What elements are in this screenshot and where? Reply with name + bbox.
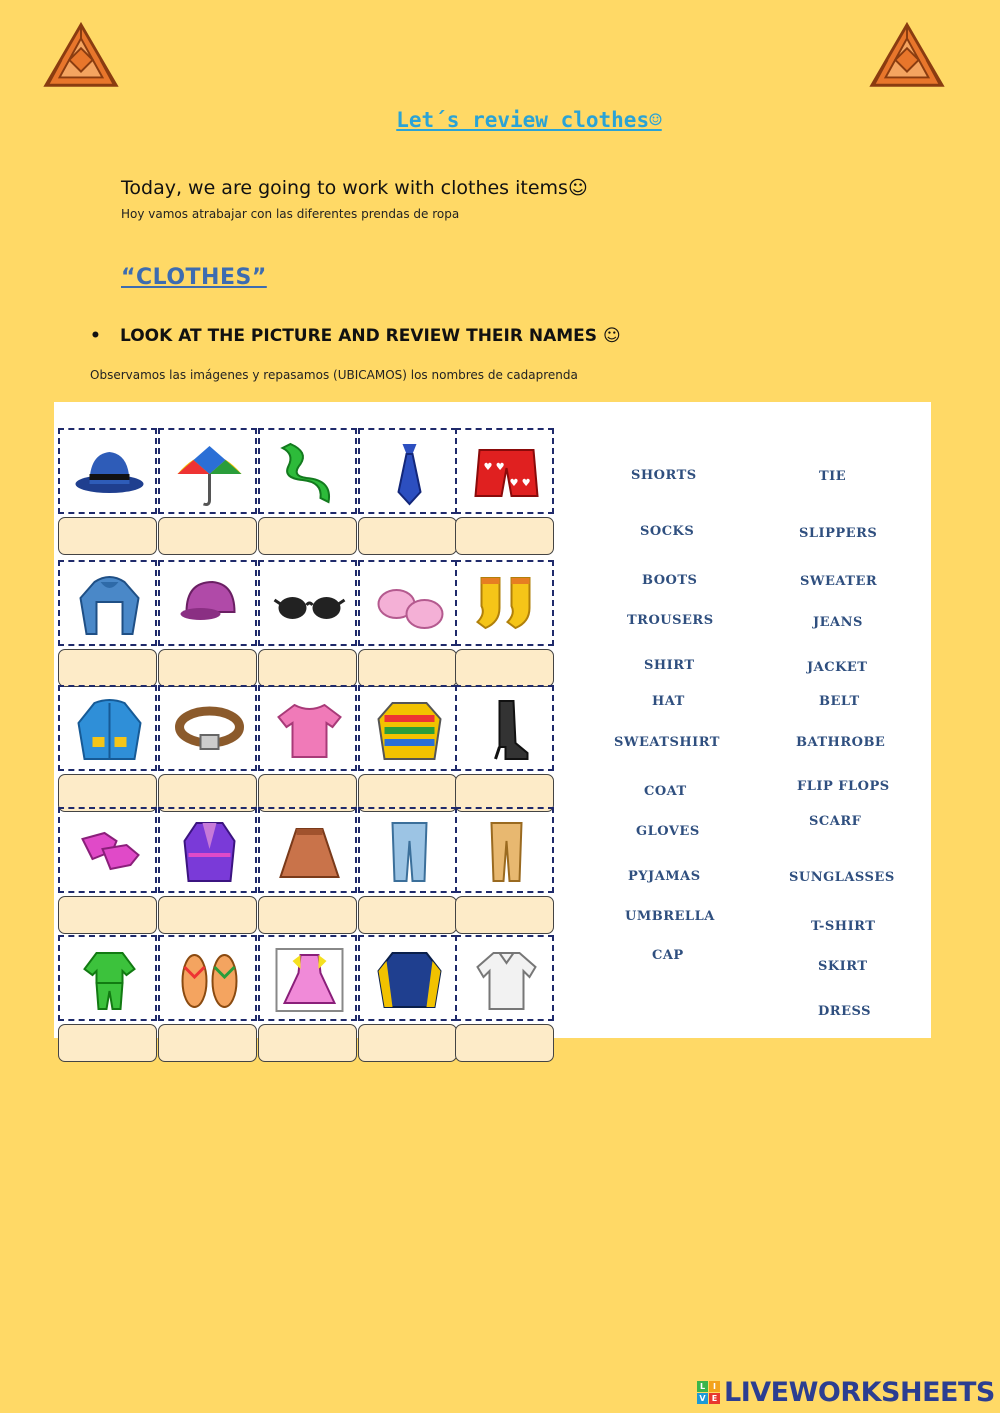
answer-box[interactable] bbox=[158, 649, 257, 687]
svg-text:♥ ♥: ♥ ♥ bbox=[509, 478, 531, 489]
bathrobe-icon bbox=[172, 819, 247, 885]
intro-translation: Hoy vamos atrabajar con las diferentes prendas de ropa bbox=[121, 207, 460, 221]
answer-box[interactable] bbox=[258, 517, 357, 555]
picture-cell bbox=[158, 807, 257, 893]
boots-icon bbox=[469, 697, 544, 763]
skirt-icon bbox=[272, 819, 347, 885]
svg-text:♥ ♥: ♥ ♥ bbox=[483, 462, 505, 473]
picture-cell bbox=[358, 807, 457, 893]
cap-icon bbox=[172, 572, 247, 638]
word-bank-item: CAP bbox=[652, 948, 684, 963]
trousers-icon bbox=[469, 819, 544, 885]
picture-cell bbox=[358, 560, 457, 646]
picture-cell bbox=[358, 935, 457, 1021]
word-bank-item: BELT bbox=[819, 694, 860, 709]
picture-cell bbox=[455, 807, 554, 893]
picture-cell bbox=[455, 560, 554, 646]
picture-cell bbox=[58, 685, 157, 771]
coat-icon bbox=[72, 697, 147, 763]
answer-box[interactable] bbox=[358, 649, 457, 687]
answer-box[interactable] bbox=[58, 1024, 157, 1062]
word-bank-item: SHORTS bbox=[631, 468, 697, 483]
answer-box[interactable] bbox=[258, 896, 357, 934]
umbrella-icon bbox=[172, 440, 247, 506]
answer-box[interactable] bbox=[58, 896, 157, 934]
picture-cell bbox=[158, 685, 257, 771]
picture-cell bbox=[258, 428, 357, 514]
word-bank-item: FLIP FLOPS bbox=[797, 779, 890, 794]
answer-box[interactable] bbox=[258, 649, 357, 687]
picture-cell bbox=[58, 935, 157, 1021]
answer-box[interactable] bbox=[58, 517, 157, 555]
picture-cell bbox=[158, 428, 257, 514]
picture-cell bbox=[258, 935, 357, 1021]
page-title: Let´s review clothes☺ bbox=[396, 108, 662, 132]
word-bank-item: SCARF bbox=[809, 814, 862, 829]
picture-cell bbox=[455, 685, 554, 771]
word-bank-item: SKIRT bbox=[818, 959, 868, 974]
word-bank-item: T-SHIRT bbox=[811, 919, 876, 934]
instruction-text: LOOK AT THE PICTURE AND REVIEW THEIR NAMES ☺ bbox=[120, 326, 621, 346]
answer-box[interactable] bbox=[358, 517, 457, 555]
word-bank-item: BATHROBE bbox=[796, 735, 886, 750]
dress-icon bbox=[272, 947, 347, 1013]
picture-cell bbox=[455, 935, 554, 1021]
picture-cell bbox=[158, 560, 257, 646]
school-logo-icon bbox=[868, 20, 946, 92]
picture-cell bbox=[158, 935, 257, 1021]
answer-box[interactable] bbox=[455, 649, 554, 687]
answer-box[interactable] bbox=[455, 517, 554, 555]
answer-box[interactable] bbox=[258, 1024, 357, 1062]
socks-icon bbox=[469, 572, 544, 638]
answer-box[interactable] bbox=[358, 1024, 457, 1062]
section-title: “CLOTHES” bbox=[121, 265, 267, 290]
slippers-icon bbox=[372, 572, 447, 638]
gloves-icon bbox=[72, 819, 147, 885]
word-bank-item: SUNGLASSES bbox=[789, 870, 895, 885]
tie-icon bbox=[372, 440, 447, 506]
word-bank-item: JACKET bbox=[807, 660, 868, 675]
word-bank-item: DRESS bbox=[818, 1004, 871, 1019]
picture-cell bbox=[58, 807, 157, 893]
t-shirt-icon bbox=[272, 697, 347, 763]
word-bank-item: UMBRELLA bbox=[625, 909, 715, 924]
word-bank-item: HAT bbox=[652, 694, 685, 709]
word-bank-item: COAT bbox=[644, 784, 687, 799]
picture-cell bbox=[358, 685, 457, 771]
instruction bbox=[90, 326, 621, 346]
answer-box[interactable] bbox=[58, 649, 157, 687]
instruction-translation: Observamos las imágenes y repasamos (UBICAMOS) los nombres de cadaprenda bbox=[90, 368, 578, 382]
answer-box[interactable] bbox=[158, 1024, 257, 1062]
picture-cell bbox=[58, 428, 157, 514]
answer-box[interactable] bbox=[158, 517, 257, 555]
answer-box[interactable] bbox=[455, 1024, 554, 1062]
word-bank-item: SOCKS bbox=[640, 524, 695, 539]
brand-name: LIVEWORKSHEETS bbox=[724, 1377, 995, 1408]
word-bank-item: SWEATSHIRT bbox=[614, 735, 720, 750]
sunglasses-icon bbox=[272, 572, 347, 638]
word-bank-item: SHIRT bbox=[644, 658, 695, 673]
word-bank-item: BOOTS bbox=[642, 573, 698, 588]
worksheet-panel bbox=[54, 402, 931, 1038]
sweater-icon bbox=[372, 697, 447, 763]
word-bank-item: GLOVES bbox=[636, 824, 700, 839]
scarf-icon bbox=[272, 440, 347, 506]
bullet: • bbox=[90, 326, 101, 346]
hat-icon bbox=[72, 440, 147, 506]
jeans-icon bbox=[372, 819, 447, 885]
picture-cell bbox=[58, 560, 157, 646]
sweatshirt-icon bbox=[72, 572, 147, 638]
answer-box[interactable] bbox=[455, 896, 554, 934]
intro-text: Today, we are going to work with clothes items☺ bbox=[121, 177, 588, 199]
school-logo-icon bbox=[42, 20, 120, 92]
word-bank-item: TROUSERS bbox=[627, 613, 714, 628]
picture-cell bbox=[258, 560, 357, 646]
pyjamas-icon bbox=[72, 947, 147, 1013]
jacket-icon bbox=[372, 947, 447, 1013]
picture-cell bbox=[258, 685, 357, 771]
answer-box[interactable] bbox=[158, 896, 257, 934]
belt-icon bbox=[172, 697, 247, 763]
word-bank-item: JEANS bbox=[813, 615, 863, 630]
word-bank-item: SLIPPERS bbox=[799, 526, 878, 541]
picture-cell bbox=[358, 428, 457, 514]
word-bank-item: TIE bbox=[819, 469, 847, 484]
word-bank-item: PYJAMAS bbox=[628, 869, 701, 884]
shirt-icon bbox=[469, 947, 544, 1013]
shorts-icon bbox=[469, 440, 544, 506]
brand-logo-icon: L I V E bbox=[697, 1381, 721, 1405]
word-bank-item: SWEATER bbox=[800, 574, 878, 589]
flip-flops-icon bbox=[172, 947, 247, 1013]
picture-cell bbox=[258, 807, 357, 893]
picture-cell bbox=[455, 428, 554, 514]
answer-box[interactable] bbox=[358, 896, 457, 934]
